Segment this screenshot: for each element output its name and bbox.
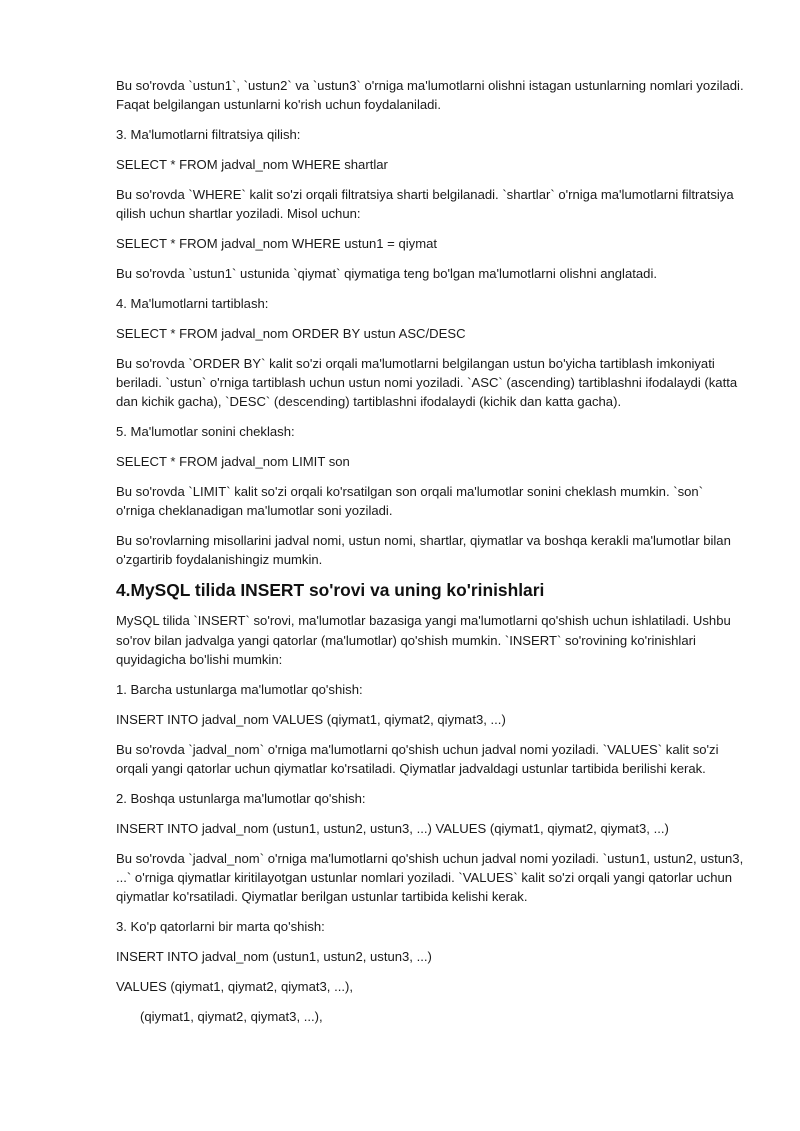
section-heading-insert: 4.MySQL tilida INSERT so'rovi va uning ko'rinishlari [116,580,545,601]
document-page [116,76,744,1037]
code-insert-columns-values: INSERT INTO jadval_nom (ustun1, ustun2, ustun3, ...) VALUES (qiymat1, qiymat2, qiymat3, ...) [116,820,669,836]
list-item-limit-heading: 5. Ma'lumotlar sonini cheklash: [116,423,295,439]
code-insert-multi-line-1: INSERT INTO jadval_nom (ustun1, ustun2, ustun3, ...) [116,948,432,964]
code-select-where-example: SELECT * FROM jadval_nom WHERE ustun1 = qiymat [116,235,438,251]
paragraph-insert-columns-description: Bu so'rovda `jadval_nom` o'rniga ma'lumotlarni qo'shish uchun jadval nomi yoziladi. `ustun1, ustun2, ustun3, ...` o'rniga qiymatlar kiritilayotgan ustunlar nomlari yoziladi. `VALUES` kalit so'zi orqali yangi qatorlar uchun qiymatlar ko'rsatiladi. Qiymatlar berilgan ustunlar tartibida kelishi kerak. [116,850,744,905]
paragraph-where-example-description: Bu so'rovda `ustun1` ustunida `qiymat` qiymatiga teng bo'lgan ma'lumotlarni olishni anglatadi. [116,265,657,281]
list-item-filter-heading: 3. Ma'lumotlarni filtratsiya qilish: [116,126,301,142]
paragraph-insert-intro: MySQL tilida `INSERT` so'rovi, ma'lumotlar bazasiga yangi ma'lumotlarni qo'shish uchun ishlatiladi. Ushbu so'rov bilan jadvalga yangi qatorlar (ma'lumotlar) qo'shish mumkin. `INSERT` so'rovining ko'rinishlari quyidagicha bo'lishi mumkin: [116,613,731,668]
code-insert-multi-line-3: (qiymat1, qiymat2, qiymat3, ...), [140,1008,323,1024]
list-item-insert-all-columns: 1. Barcha ustunlarga ma'lumotlar qo'shish: [116,681,363,697]
paragraph-where-description: Bu so'rovda `WHERE` kalit so'zi orqali filtratsiya sharti belgilanadi. `shartlar` o'rniga ma'lumotlarni filtratsiya qilish uchun shartlar yoziladi. Misol uchun: [116,186,734,222]
code-select-limit: SELECT * FROM jadval_nom LIMIT son [116,453,350,469]
code-insert-multi-line-2: VALUES (qiymat1, qiymat2, qiymat3, ...), [116,978,353,994]
code-select-order-by: SELECT * FROM jadval_nom ORDER BY ustun ASC/DESC [116,325,466,341]
list-item-insert-multiple-rows: 3. Ko'p qatorlarni bir marta qo'shish: [116,918,325,934]
paragraph-limit-description: Bu so'rovda `LIMIT` kalit so'zi orqali ko'rsatilgan son orqali ma'lumotlar sonini cheklash mumkin. `son` o'rniga cheklanadigan ma'lumotlar soni yoziladi. [116,483,704,519]
list-item-order-heading: 4. Ma'lumotlarni tartiblash: [116,295,269,311]
list-item-insert-other-columns: 2. Boshqa ustunlarga ma'lumotlar qo'shish: [116,790,366,806]
code-insert-values: INSERT INTO jadval_nom VALUES (qiymat1, qiymat2, qiymat3, ...) [116,711,506,727]
paragraph-examples-note: Bu so'rovlarning misollarini jadval nomi, ustun nomi, shartlar, qiymatlar va boshqa kerakli ma'lumotlar bilan o'zgartirib foydalanishingiz mumkin. [116,532,731,568]
paragraph-insert-values-description: Bu so'rovda `jadval_nom` o'rniga ma'lumotlarni qo'shish uchun jadval nomi yoziladi. `VALUES` kalit so'zi orqali yangi qatorlar uchun qiymatlar ko'rsatiladi. Qiymatlar jadvaldagi ustunlar tartibida berilishi kerak. [116,741,719,777]
code-select-where: SELECT * FROM jadval_nom WHERE shartlar [116,156,388,172]
paragraph-order-by-description: Bu so'rovda `ORDER BY` kalit so'zi orqali ma'lumotlarni belgilangan ustun bo'yicha tartiblash imkoniyati beriladi. `ustun` o'rniga tartiblash uchun ustun nomi yoziladi. `ASC` (ascending) tartiblashni ifodalaydi (katta dan kichik gacha), `DESC` (descending) tartiblashni ifodalaydi (kichik dan katta gacha). [116,355,738,410]
paragraph-ustun-description: Bu so'rovda `ustun1`, `ustun2` va `ustun3` o'rniga ma'lumotlarni olishni istagan ustunlarning nomlari yoziladi. Faqat belgilangan ustunlarni ko'rish uchun foydalaniladi. [116,78,744,113]
